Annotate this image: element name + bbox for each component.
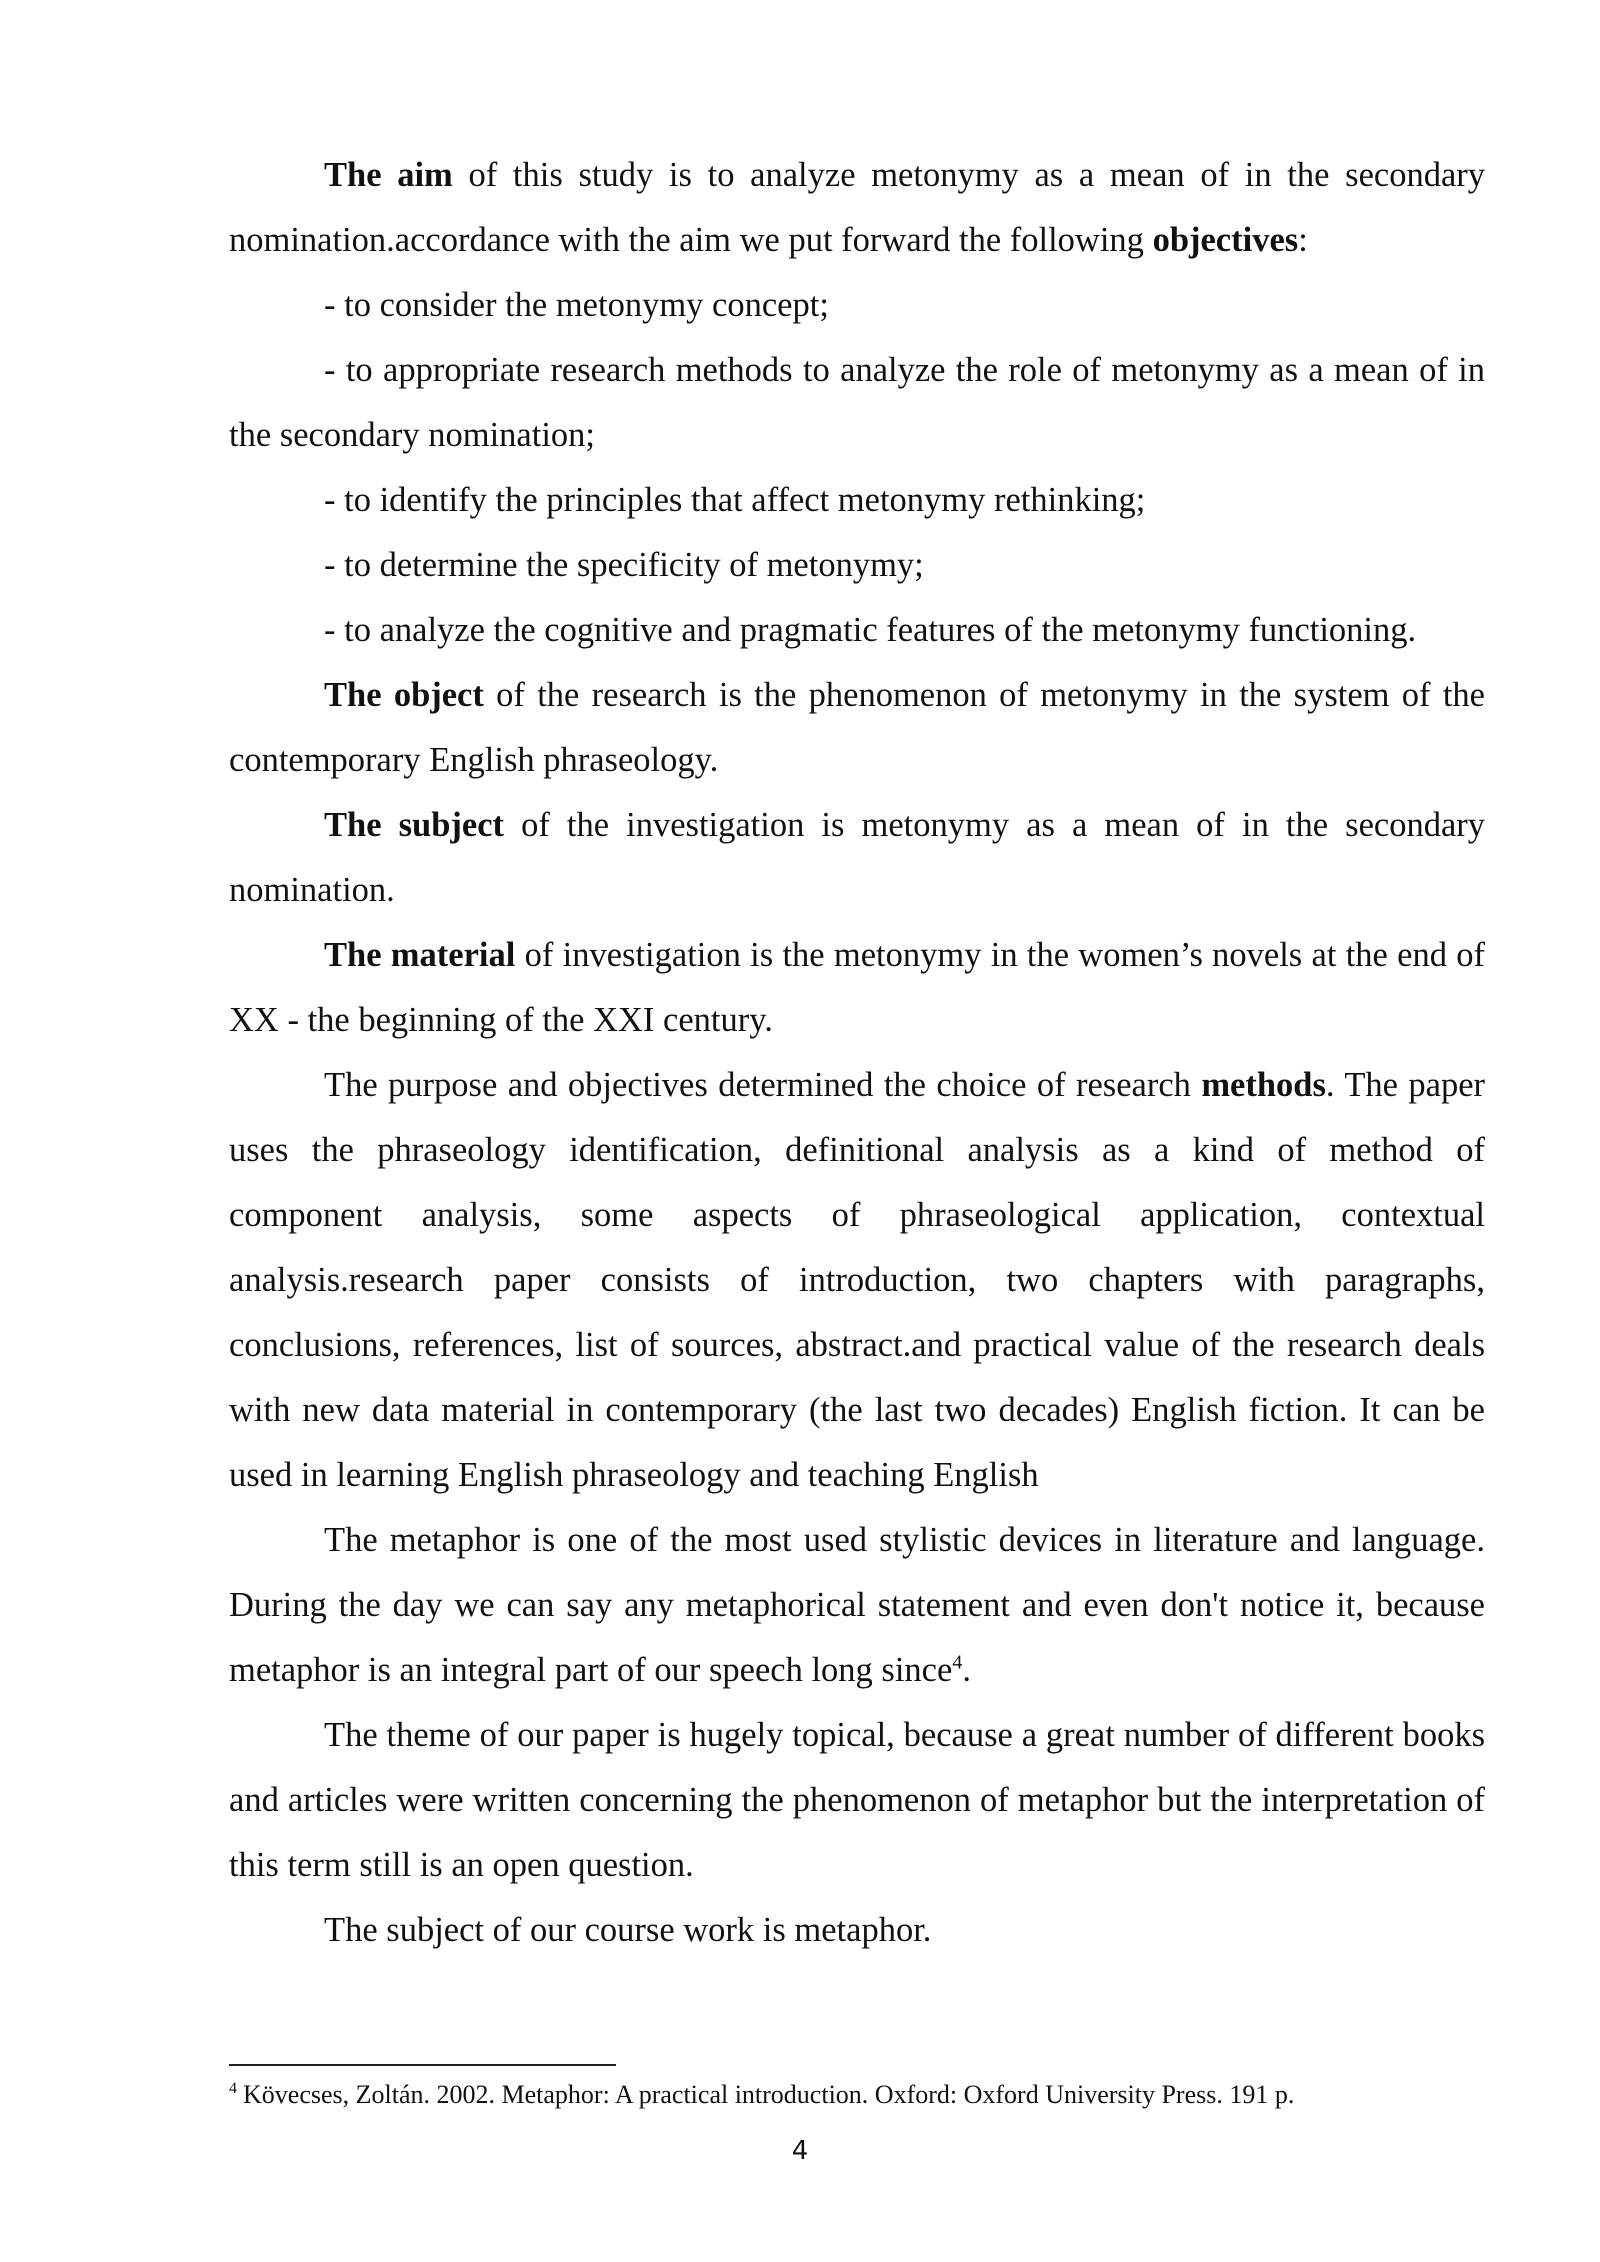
aim-text-end: : xyxy=(1298,221,1308,259)
object-text: of the research is the phenomenon of metonymy in the system of the contemporary English phraseology. xyxy=(229,676,1485,779)
methods-heading: methods xyxy=(1201,1066,1326,1104)
objective-item: - to determine the specificity of metonymy; xyxy=(324,546,924,584)
methods-paragraph xyxy=(229,1053,1485,1508)
objectives-heading: objectives xyxy=(1152,221,1299,259)
objective-item: - to identify the principles that affect metonymy rethinking; xyxy=(324,481,1146,519)
methods-text: The purpose and objectives determined the choice of research xyxy=(324,1066,1202,1104)
footnote-text: Kövecses, Zoltán. 2002. Metaphor: A practical introduction. Oxford: Oxford University Press. 191 p. xyxy=(243,2080,1295,2109)
aim-paragraph xyxy=(229,143,1485,273)
subject-paragraph xyxy=(229,793,1485,923)
metaphor-paragraph xyxy=(229,1508,1485,1703)
body-text xyxy=(229,143,1485,1963)
object-heading: The object xyxy=(324,676,484,714)
theme-paragraph: The theme of our paper is hugely topical, because a great number of different books and articles were written concerning the phenomenon of metaphor but the interpretation of this term still is an open question. xyxy=(229,1716,1485,1884)
subject-heading: The subject xyxy=(324,806,504,844)
page-number: 4 xyxy=(791,2136,809,2166)
course-subject-paragraph: The subject of our course work is metaphor. xyxy=(324,1911,932,1949)
metaphor-text-end: . xyxy=(962,1651,971,1689)
footnote-reference[interactable]: 4 xyxy=(952,1651,963,1674)
footnote-divider xyxy=(229,2064,616,2066)
footnote-number: 4 xyxy=(229,2080,237,2098)
object-paragraph xyxy=(229,663,1485,793)
objective-item: - to analyze the cognitive and pragmatic features of the metonymy functioning. xyxy=(324,611,1417,649)
material-heading: The material xyxy=(324,936,516,974)
aim-heading: The aim xyxy=(324,156,453,194)
aim-text: of this study is to analyze metonymy as a mean of in the secondary nomination.accordance with the aim we put forward the following xyxy=(229,156,1486,259)
methods-text-end: . The paper uses the phraseology identification, definitional analysis as a kind of method of component analysis, some aspects of phraseological application, contextual analysis.research paper consists of introduction, two chapters with paragraphs, conclusions, references, list of sources, abstract.and practical value of the research deals with new data material in contemporary (the last two decades) English fiction. It can be used in learning English phraseology and teaching English xyxy=(229,1066,1485,1494)
subject-text: of the investigation is metonymy as a mean of in the secondary nomination. xyxy=(229,806,1485,909)
objective-item: - to appropriate research methods to analyze the role of metonymy as a mean of in the secondary nomination; xyxy=(229,351,1485,454)
metaphor-text: The metaphor is one of the most used stylistic devices in literature and language. During the day we can say any metaphorical statement and even don't notice it, because metaphor is an integral part of our speech long since xyxy=(229,1521,1485,1689)
material-paragraph xyxy=(229,923,1485,1053)
footnote xyxy=(229,2078,1485,2112)
objective-item: - to consider the metonymy concept; xyxy=(324,286,829,324)
material-text: of investigation is the metonymy in the women’s novels at the end of XX - the beginning of the XXI century. xyxy=(229,936,1485,1039)
